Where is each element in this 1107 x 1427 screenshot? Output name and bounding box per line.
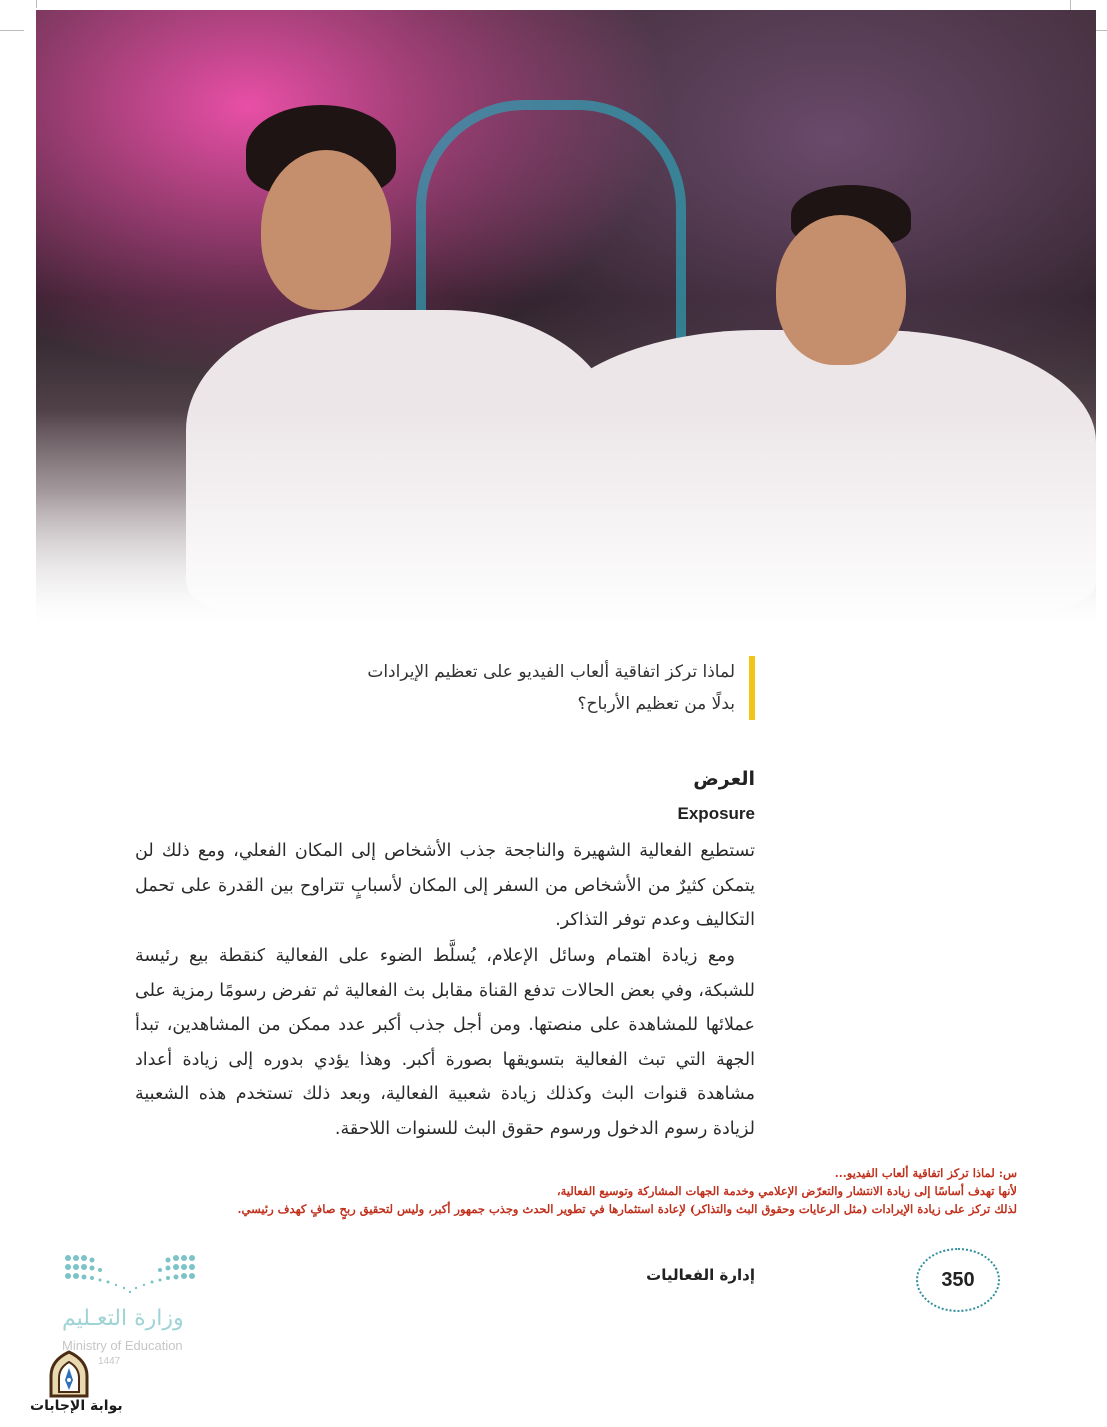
answer-line-1: س: لماذا تركز اتفاقية ألعاب الفيديو... xyxy=(834,1166,1017,1180)
section-title-en: Exposure xyxy=(677,804,755,823)
crop-mark-top-left-v xyxy=(36,0,37,8)
paragraph-1: تستطيع الفعالية الشهيرة والناجحة جذب الأشخاص إلى المكان الفعلي، ومع ذلك لن يتمكن كثيرٌ من الأشخاص من السفر إلى المكان لأسبابٍ تتراوح بين القدرة على تحمل التكاليف وعدم توفر التذاكر. xyxy=(135,841,755,930)
mosque-pen-icon xyxy=(46,1350,92,1398)
ministry-dots-logo-icon xyxy=(62,1252,198,1298)
answer-line-3: لذلك تركز على زيادة الإيرادات (مثل الرعايات وحقوق البث والتذاكر) لإعادة استثمارها في تطوير الحدث وجذب جمهور أكبر، وليس لتحقيق ربحٍ صافٍ كهدف رئيسي. xyxy=(237,1202,1017,1216)
ministry-name-ar: وزارة التعـليم xyxy=(62,1306,184,1331)
paragraph-2: ومع زيادة اهتمام وسائل الإعلام، يُسلَّط الضوء على الفعالية كنقطة بيع رئيسة للشبكة، وفي بعض الحالات تدفع القناة مقابل بث الفعالية ثم تفرض رسومًا رمزية على عملائها للمشاهدة على منصتها. ومن أجل جذب أكبر عدد ممكن من المشاهدين، تبدأ الجهة التي تبث الفعالية بتسويقها بصورة أكبر. وهذا يؤدي بدوره إلى زيادة أعداد مشاهدة قنوات البث وكذلك زيادة شعبية الفعالية، وبعد ذلك تستخدم هذه الشعبية لزيادة رسوم الدخول ورسوم حقوق البث للسنوات اللاحقة. xyxy=(135,946,755,1139)
ministry-name-en: Ministry of Education xyxy=(62,1338,183,1353)
chapter-title: إدارة الفعاليات xyxy=(646,1266,755,1284)
ministry-year: 1447 xyxy=(98,1356,121,1367)
answer-line-2: لأنها تهدف أساسًا إلى زيادة الانتشار والتعرّض الإعلامي وخدمة الجهات المشاركة وتوسيع الفعالية، xyxy=(556,1184,1017,1198)
page-number: 350 xyxy=(916,1248,1000,1312)
section-title-ar: العرض xyxy=(693,768,755,790)
hero-photo xyxy=(36,10,1096,650)
answer-note xyxy=(97,1164,1017,1218)
question-line-1: لماذا تركز اتفاقية ألعاب الفيديو على تعظيم الإيرادات xyxy=(367,662,735,682)
discussion-question xyxy=(335,656,755,720)
crop-mark-top-left xyxy=(0,30,24,31)
question-line-2: بدلًا من تعظيم الأرباح؟ xyxy=(577,694,735,714)
brand-name: بوابة الإجابات xyxy=(30,1398,123,1414)
photo-fade xyxy=(36,410,1096,650)
